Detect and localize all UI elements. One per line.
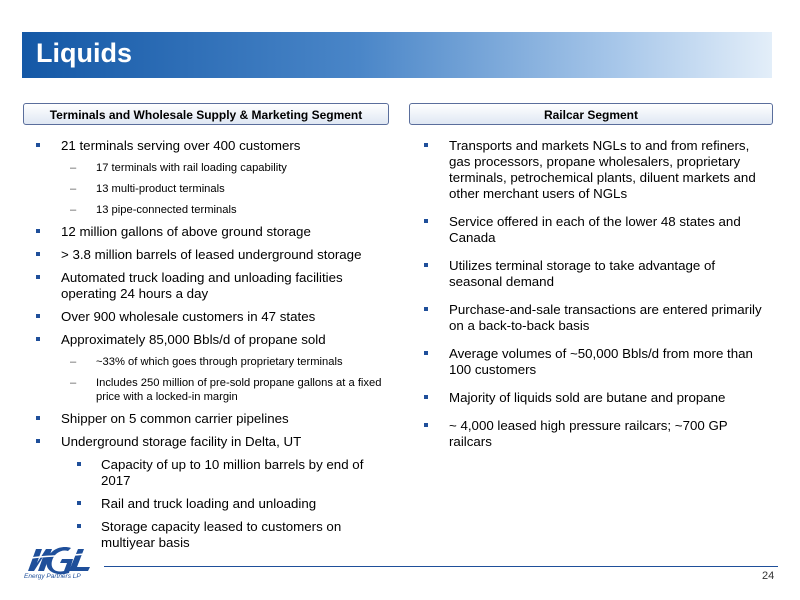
bullet-text: > 3.8 million barrels of leased underground storage	[61, 247, 362, 262]
square-bullet-icon	[424, 219, 428, 223]
bullet-text: Includes 250 million of pre-sold propane gallons at a fixed price with a locked-in margin	[96, 377, 382, 403]
bullet-item	[36, 309, 396, 325]
bullet-text: Approximately 85,000 Bbls/d of propane sold	[61, 332, 326, 347]
segment-header-railcar: Railcar Segment	[409, 103, 773, 125]
square-bullet-icon	[36, 252, 40, 256]
bullet-item	[424, 418, 769, 450]
sub-bullet-item	[36, 182, 396, 196]
square-bullet-icon	[424, 143, 428, 147]
bullet-item	[36, 411, 396, 427]
dash-icon: –	[70, 204, 77, 216]
bullet-text: Average volumes of ~50,000 Bbls/d from more than 100 customers	[449, 346, 753, 377]
square-bullet-icon	[77, 501, 81, 505]
square-bullet-icon	[36, 337, 40, 341]
bullet-item	[36, 138, 396, 154]
sub-bullet-item	[36, 161, 396, 175]
bullet-text: Rail and truck loading and unloading	[101, 496, 317, 511]
bullet-text: ~ 4,000 leased high pressure railcars; ~700 GP railcars	[449, 418, 728, 449]
footer-divider	[104, 566, 778, 567]
dash-icon: –	[70, 183, 77, 195]
bullet-text: Purchase-and-sale transactions are entered primarily on a back-to-back basis	[449, 302, 762, 333]
bullet-item	[36, 332, 396, 348]
dash-icon: –	[70, 356, 77, 368]
ngl-logo-icon	[24, 545, 96, 575]
bullet-item	[424, 258, 769, 290]
bullet-text: Service offered in each of the lower 48 states and Canada	[449, 214, 741, 245]
railcar-bullet-list	[424, 138, 769, 462]
square-bullet-icon	[36, 314, 40, 318]
title-bar	[22, 32, 772, 78]
page-title: Liquids	[36, 38, 132, 68]
terminals-bullet-list	[36, 138, 396, 558]
bullet-item	[424, 138, 769, 202]
dash-icon: –	[70, 162, 77, 174]
bullet-text: 12 million gallons of above ground storage	[61, 224, 311, 239]
square-bullet-icon	[36, 275, 40, 279]
bullet-item	[424, 214, 769, 246]
nested-bullet-item	[36, 496, 396, 512]
sub-bullet-item	[36, 355, 396, 369]
square-bullet-icon	[36, 143, 40, 147]
bullet-text: Capacity of up to 10 million barrels by end of 2017	[101, 457, 364, 488]
square-bullet-icon	[424, 263, 428, 267]
nested-bullet-item	[36, 457, 396, 489]
bullet-text: Underground storage facility in Delta, UT	[61, 434, 302, 449]
bullet-text: Utilizes terminal storage to take advantage of seasonal demand	[449, 258, 716, 289]
sub-bullet-item	[36, 203, 396, 217]
bullet-text: Transports and markets NGLs to and from refiners, gas processors, propane wholesalers, proprietary terminals, petrochemical plants, diluent markets and other merchant users of NGLs	[449, 138, 756, 201]
bullet-item	[36, 247, 396, 263]
square-bullet-icon	[424, 395, 428, 399]
ngl-logo	[24, 545, 96, 585]
bullet-item	[36, 224, 396, 240]
bullet-item	[36, 270, 396, 302]
bullet-item	[424, 302, 769, 334]
square-bullet-icon	[36, 439, 40, 443]
square-bullet-icon	[77, 462, 81, 466]
square-bullet-icon	[424, 351, 428, 355]
square-bullet-icon	[424, 307, 428, 311]
bullet-text: Automated truck loading and unloading facilities operating 24 hours a day	[61, 270, 343, 301]
square-bullet-icon	[77, 524, 81, 528]
bullet-item	[424, 346, 769, 378]
bullet-text: 13 multi-product terminals	[96, 183, 225, 195]
square-bullet-icon	[424, 423, 428, 427]
bullet-text: 13 pipe-connected terminals	[96, 204, 237, 216]
segment-header-terminals: Terminals and Wholesale Supply & Marketing Segment	[23, 103, 389, 125]
page-number: 24	[762, 570, 775, 582]
bullet-text: Majority of liquids sold are butane and propane	[449, 390, 726, 405]
bullet-text: ~33% of which goes through proprietary terminals	[96, 356, 343, 368]
logo-tagline: Energy Partners LP	[24, 573, 81, 580]
bullet-text: Storage capacity leased to customers on multiyear basis	[101, 519, 342, 550]
bullet-item	[36, 434, 396, 450]
bullet-text: Shipper on 5 common carrier pipelines	[61, 411, 289, 426]
square-bullet-icon	[36, 416, 40, 420]
bullet-text: Over 900 wholesale customers in 47 states	[61, 309, 316, 324]
bullet-text: 17 terminals with rail loading capability	[96, 162, 287, 174]
sub-bullet-item	[36, 376, 396, 404]
bullet-item	[424, 390, 769, 406]
dash-icon: –	[70, 377, 77, 389]
bullet-text: 21 terminals serving over 400 customers	[61, 138, 301, 153]
square-bullet-icon	[36, 229, 40, 233]
